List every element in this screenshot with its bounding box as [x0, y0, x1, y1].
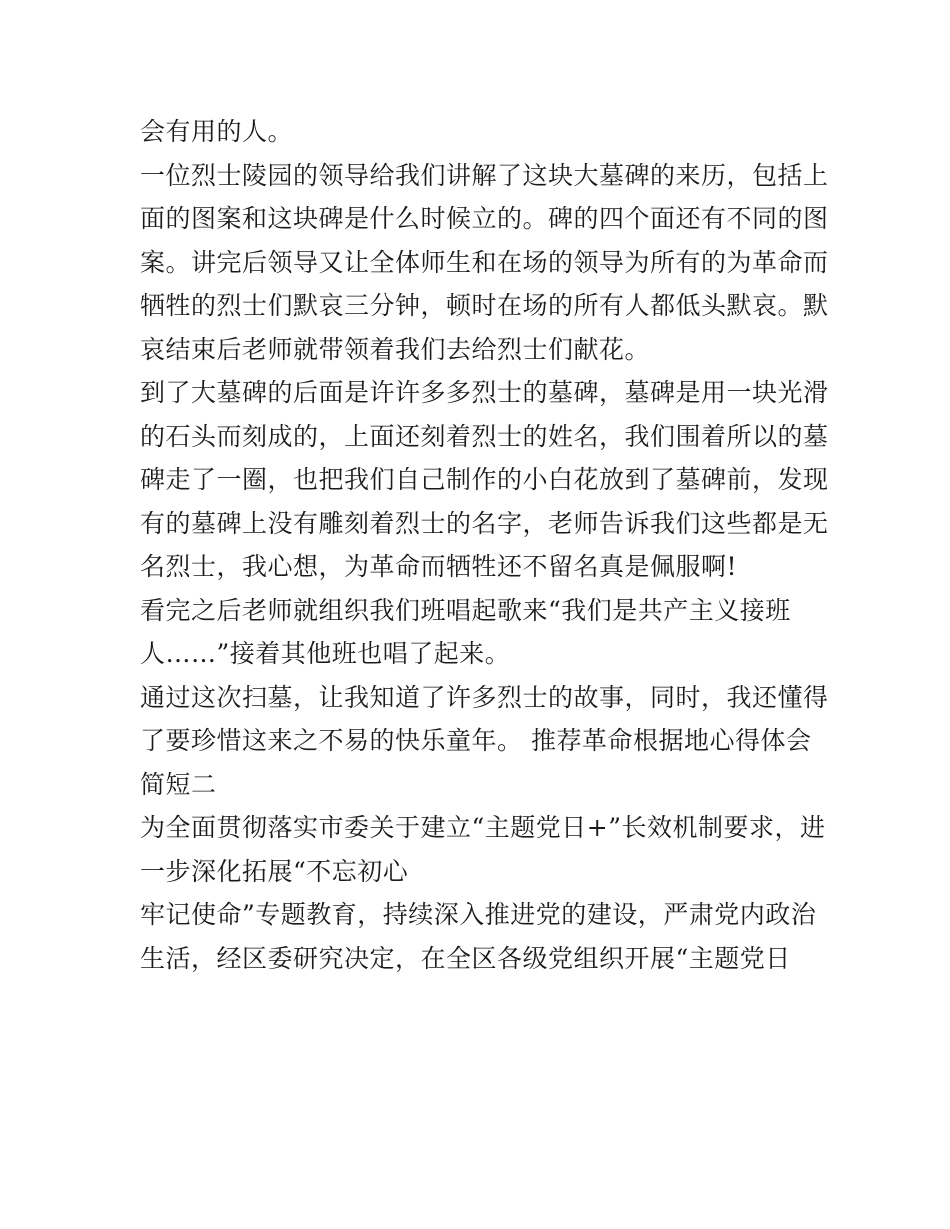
text-line: 一位烈士陵园的领导给我们讲解了这块大墓碑的来历，包括上 [140, 160, 829, 190]
text-line: 牢记使命”专题教育，持续深入推进党的建设，严肃党内政治 [140, 900, 817, 929]
text-line: 为全面贯彻落实市委关于建立“主题党日+”长效机制要求，进 [140, 813, 826, 842]
text-line: 看完之后老师就组织我们班唱起歌来“我们是共产主义接班 [140, 595, 791, 625]
text-line: 会有用的人。 [140, 117, 294, 146]
text-line: 到了大墓碑的后面是许许多多烈士的墓碑，墓碑是用一块光滑 [140, 378, 829, 407]
text-line: 简短二 [140, 769, 217, 799]
text-line: 的石头而刻成的，上面还刻着烈士的姓名，我们围着所以的墓 [140, 421, 829, 451]
text-line: 一步深化拓展“不忘初心 [140, 856, 409, 886]
text-line: 人……”接着其他班也唱了起来。 [140, 639, 511, 668]
text-line: 通过这次扫墓，让我知道了许多烈士的故事，同时，我还懂得 [140, 682, 829, 712]
text-line: 案。讲完后领导又让全体师生和在场的领导为所有的为革命而 [140, 247, 829, 277]
body-text [140, 110, 829, 980]
text-line: 有的墓碑上没有雕刻着烈士的名字，老师告诉我们这些都是无 [140, 508, 829, 538]
text-line: 名烈士，我心想，为革命而牺牲还不留名真是佩服啊! [140, 552, 738, 581]
text-line: 碑走了一圈，也把我们自己制作的小白花放到了墓碑前，发现 [140, 465, 829, 494]
text-line: 牺牲的烈士们默哀三分钟，顿时在场的所有人都低头默哀。默 [140, 291, 829, 320]
text-line: 了要珍惜这来之不易的快乐童年。 推荐革命根据地心得体会 [140, 726, 812, 755]
text-line: 生活，经区委研究决定，在全区各级党组织开展“主题党日 [140, 943, 791, 973]
text-line: 面的图案和这块碑是什么时候立的。碑的四个面还有不同的图 [140, 204, 829, 233]
text-line: 哀结束后老师就带领着我们去给烈士们献花。 [140, 334, 651, 364]
